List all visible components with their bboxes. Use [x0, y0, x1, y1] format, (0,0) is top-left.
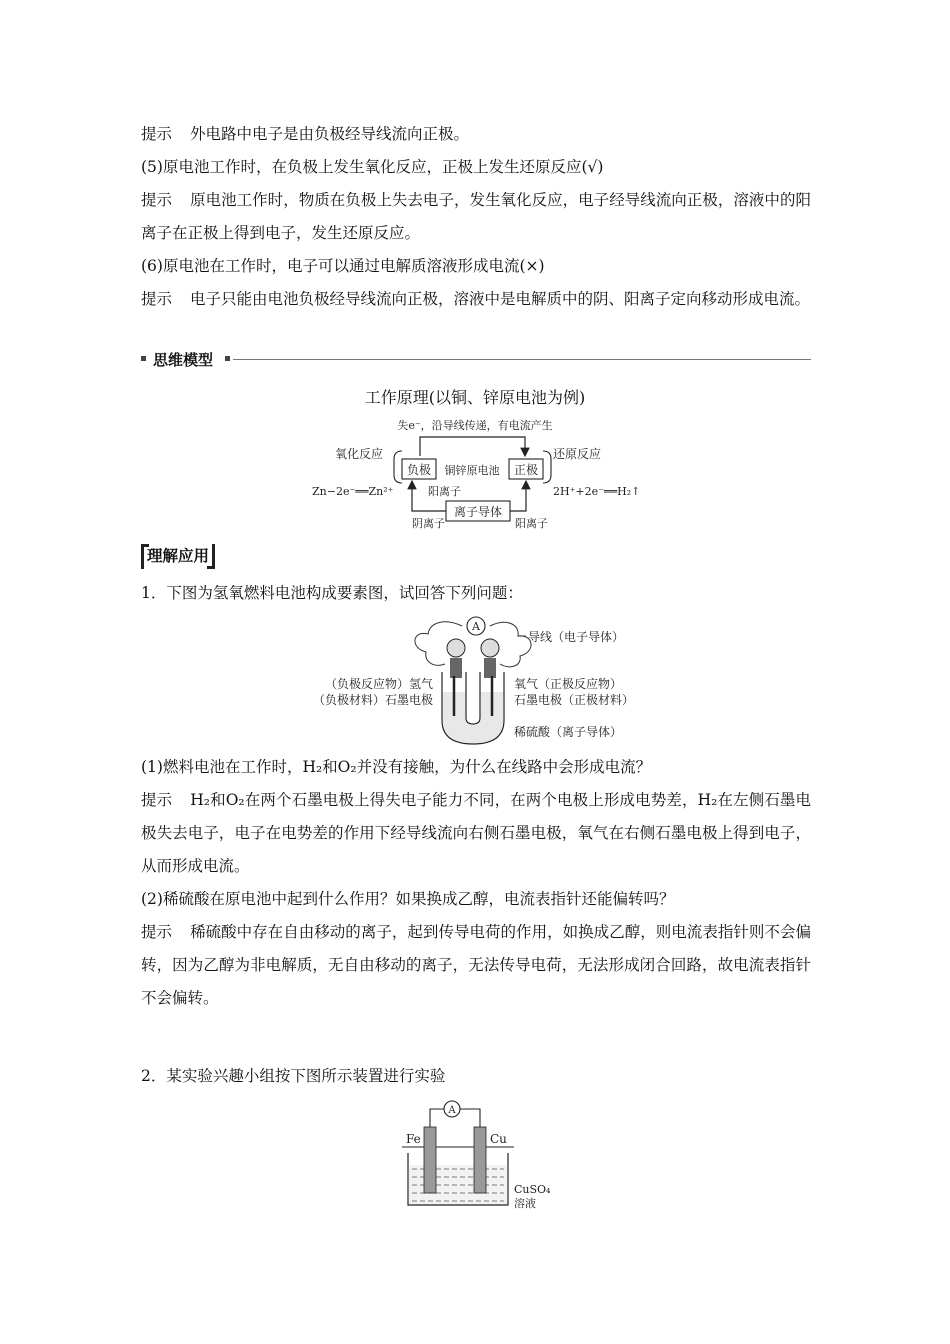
fuel-cell-diagram — [300, 612, 670, 752]
hint-line-1 — [141, 118, 811, 151]
hint-text: H₂和O₂在两个石墨电极上得失电子能力不同，在两个电极上形成电势差，H₂在左侧石墨电极失去电子，电子在电势差的作用下经导线流向右侧石墨电极，氧气在右侧石墨电极上得到电子，从而形成电流。 — [141, 791, 811, 875]
cation-label-bottom: 阳离子 — [515, 517, 548, 530]
question-5: (5)原电池工作时，在负极上发生氧化反应，正极上发生还原反应(√) — [141, 158, 604, 176]
left-brace — [394, 451, 402, 483]
ammeter-label: A — [448, 1105, 456, 1116]
solution-label-text: 溶液 — [514, 1197, 536, 1210]
left-stopper — [450, 658, 462, 678]
anion-label: 阴离子 — [412, 517, 445, 530]
section-title: 思维模型 — [153, 351, 214, 369]
right-equation: 2H⁺+2e⁻══H₂↑ — [553, 485, 641, 498]
hint-text: 原电池工作时，物质在负极上失去电子，发生氧化反应，电子经导线流向正极，溶液中的阳离子在正极上得到电子，发生还原反应。 — [141, 191, 811, 242]
reduction-label: 还原反应 — [553, 447, 602, 461]
hint-label: 提示 — [141, 923, 173, 941]
left-bracket — [141, 544, 149, 569]
acid-fill — [443, 692, 503, 743]
answer-1-sub-1 — [141, 784, 811, 883]
right-bracket — [207, 544, 215, 569]
cation-arrow — [510, 481, 526, 511]
model-diagram-title: 工作原理(以铜、锌原电池为例) — [364, 388, 586, 407]
section-header-thinking-model — [141, 347, 811, 373]
answer-1-sub-2 — [141, 916, 811, 1015]
hint-line-6 — [141, 283, 811, 316]
hint-label: 提示 — [141, 290, 173, 308]
question-6: (6)原电池在工作时，电子可以通过电解质溶液形成电流(×) — [141, 257, 545, 275]
wire-label: 导线（电子导体） — [528, 630, 625, 644]
fe-label: Fe — [406, 1132, 421, 1146]
right-electrode-label: 石墨电极（正极材料） — [514, 693, 635, 707]
left-equation: Zn−2e⁻══Zn²⁺ — [312, 485, 394, 498]
positive-electrode-label: 正极 — [513, 463, 539, 477]
negative-electrode-label: 负极 — [406, 463, 432, 477]
divider — [233, 359, 811, 360]
circuit-wire — [430, 1109, 444, 1127]
cell-name: 铜锌原电池 — [444, 464, 500, 477]
section-header-application — [141, 542, 215, 570]
section-title: 理解应用 — [147, 547, 210, 565]
ion-conductor-label: 离子导体 — [453, 505, 503, 519]
hint-line-5 — [141, 184, 811, 250]
electron-flow-arrow — [420, 437, 525, 456]
fe-electrode — [424, 1127, 436, 1193]
question-1-sub-1: (1)燃料电池在工作时，H₂和O₂并没有接触，为什么在线路中会形成电流？ — [141, 758, 652, 776]
hint-text: 稀硫酸中存在自由移动的离子，起到传导电荷的作用，如换成乙醇，则电流表指针则不会偏转，因为乙醇为非电解质，无自由移动的离子，无法传导电荷，无法形成闭合回路，故电流表指针不会偏转。 — [141, 923, 811, 1007]
square-bullet-icon — [141, 356, 146, 361]
ammeter-label: A — [472, 620, 480, 633]
fe-cu-cell-diagram — [400, 1097, 570, 1217]
hydrogen-label: （负极反应物）氢气 — [324, 677, 433, 691]
model-diagram — [300, 413, 660, 533]
hint-text: 电子只能由电池负极经导线流向正极，溶液中是电解质中的阴、阳离子定向移动形成电流。 — [190, 290, 811, 308]
cu-electrode — [474, 1127, 486, 1193]
electron-flow-label: 失e⁻，沿导线传递，有电流产生 — [397, 419, 553, 432]
hint-label: 提示 — [141, 125, 173, 143]
question-2-stem: 2．某实验兴趣小组按下图所示装置进行实验 — [141, 1067, 446, 1085]
cation-label-top: 阳离子 — [428, 485, 461, 498]
oxygen-label: 氧气（正极反应物） — [514, 677, 623, 691]
circuit-wire-right — [460, 1109, 480, 1127]
oxygen-bulb-icon — [481, 639, 499, 657]
question-1-sub-2: (2)稀硫酸在原电池中起到什么作用？如果换成乙醇，电流表指针还能偏转吗？ — [141, 890, 675, 908]
hydrogen-bulb-icon — [447, 639, 465, 657]
hint-label: 提示 — [141, 791, 173, 809]
right-brace — [543, 451, 551, 483]
hint-text: 外电路中电子是由负极经导线流向正极。 — [190, 125, 470, 143]
question-1-stem: 1．下图为氢氧燃料电池构成要素图，试回答下列问题： — [141, 584, 523, 602]
right-stopper — [484, 658, 496, 678]
left-electrode-label: （负极材料）石墨电极 — [312, 693, 433, 707]
acid-label: 稀硫酸（离子导体） — [514, 725, 623, 739]
cu-label: Cu — [490, 1132, 507, 1146]
square-bullet-icon — [225, 356, 230, 361]
solution-label-formula: CuSO₄ — [514, 1183, 551, 1196]
oxidation-label: 氧化反应 — [335, 447, 384, 461]
hint-label: 提示 — [141, 191, 173, 209]
